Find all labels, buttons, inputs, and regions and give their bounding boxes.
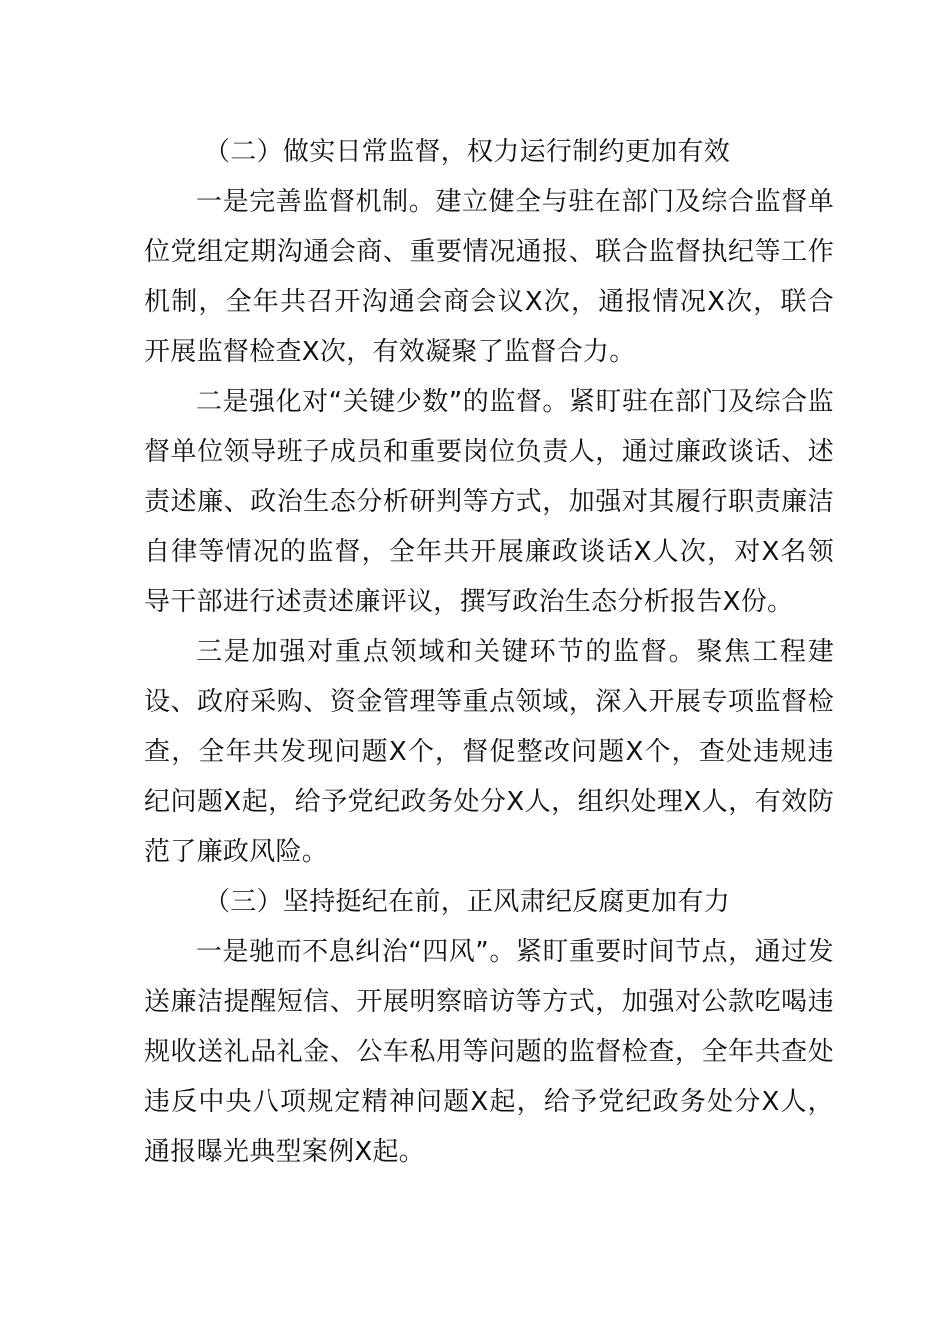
document-body (144, 127, 834, 1177)
paragraph-four-winds: 一是驰而不息纠治“四风”。紧盯重要时间节点，通过发送廉洁提醒短信、开展明察暗访等方式，加强对公款吃喝违规收送礼品礼金、公车私用等问题的监督检查，全年共查处违反中央八项规定精神问题X起，给予党纪政务处分X人，通报曝光典型案例X起。 (144, 937, 834, 1167)
section-heading-2: （二）做实日常监督，权力运行制约更加有效 (204, 137, 731, 167)
paragraph-key-minority-supervision: 二是强化对“关键少数”的监督。紧盯驻在部门及综合监督单位领导班子成员和重要岗位负责人，通过廉政谈话、述责述廉、政治生态分析研判等方式，加强对其履行职责廉洁自律等情况的监督，全年共开展廉政谈话X人次，对X名领导干部进行述责述廉评议，撰写政治生态分析报告X份。 (144, 387, 834, 617)
paragraph-key-areas-supervision: 三是加强对重点领域和关键环节的监督。聚焦工程建设、政府采购、资金管理等重点领域，深入开展专项监督检查，全年共发现问题X个，督促整改问题X个，查处违规违纪问题X起，给予党纪政务处分X人，组织处理X人，有效防范了廉政风险。 (144, 637, 834, 867)
section-heading-3: （三）坚持挺纪在前，正风肃纪反腐更加有力 (204, 887, 731, 917)
paragraph-monitoring-mechanism: 一是完善监督机制。建立健全与驻在部门及综合监督单位党组定期沟通会商、重要情况通报、联合监督执纪等工作机制，全年共召开沟通会商会议X次，通报情况X次，联合开展监督检查X次，有效凝聚了监督合力。 (144, 187, 834, 367)
